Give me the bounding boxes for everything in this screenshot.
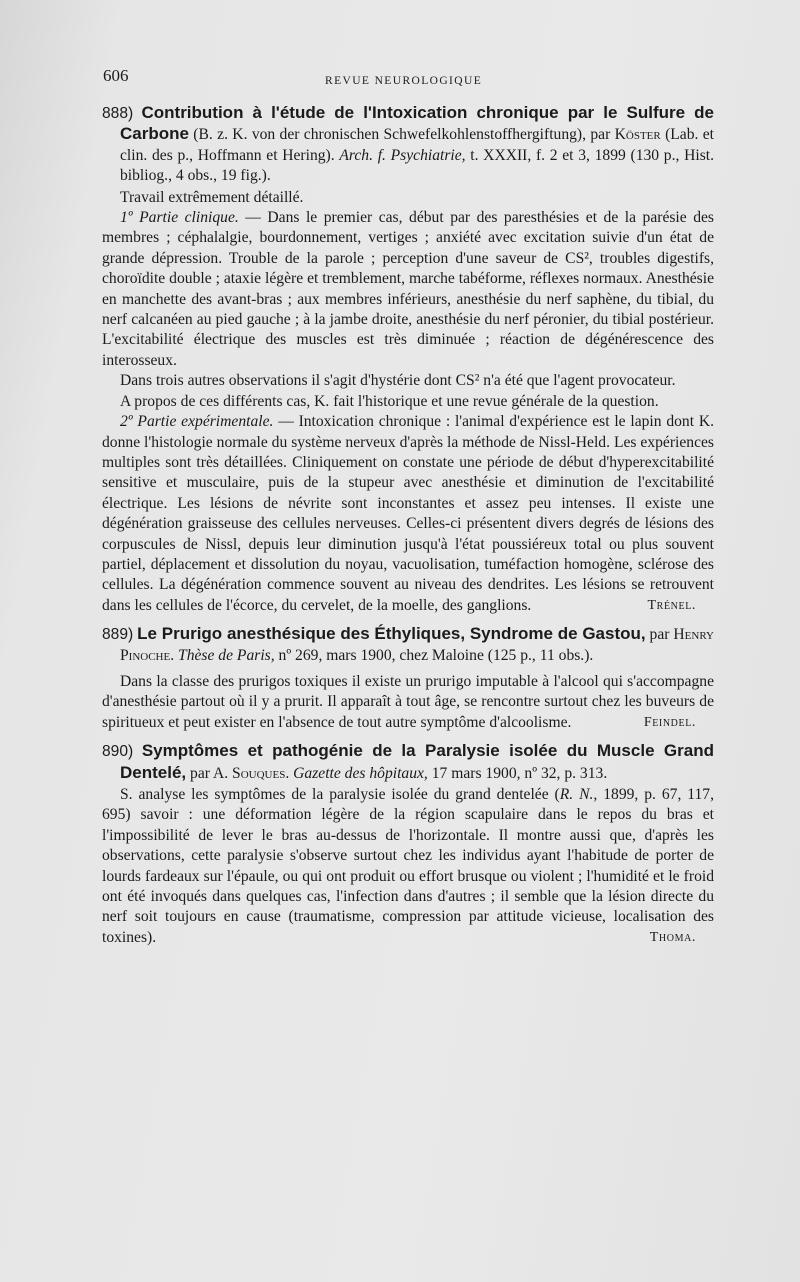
citation-part: par [645,626,674,644]
citation-part: 17 mars 1900, nº 32, p. 313. [427,764,608,782]
entry-title: Le Prurigo anesthésique des Éthyliques, Syndrome de Gastou, [137,624,646,644]
paragraph: Dans trois autres observations il s'agit d'hystérie dont CS² n'a été que l'agent provocateur. [120,372,676,390]
entry-heading [102,624,714,666]
abstract-888 [102,103,714,616]
signature: Thoma. [649,929,696,945]
entry-title: Symptômes et pathogénie de la Paralysie isolée du Muscle Grand Dentelé, [120,741,714,782]
reference: R. N., [559,786,598,803]
author-name: Köster [614,126,661,144]
entry-title: Contribution à l'étude de l'Intoxication chronique par le Sulfure de Carbone [120,103,714,144]
journal-name: Arch. f. Psychiatrie, [339,146,466,164]
citation-part: (Lab. et clin. des p., Hoffmann et Hering). [120,126,715,164]
entry-heading [102,103,714,187]
journal-name: Thèse de Paris, [178,646,275,664]
page-number: 606 [103,66,129,85]
citation-part: par A. [186,764,233,782]
citation-part: . [170,646,179,664]
entry-number: 889) [102,626,134,644]
signature: Trénel. [647,597,696,613]
page-body [102,103,714,948]
citation-part: (B. z. K. von der chronischen Schwefelkohlenstoffhergiftung), par [188,126,615,144]
entry-number: 888) [102,105,134,122]
journal-name: Gazette des hôpitaux, [293,764,428,782]
signature: Feindel. [643,714,696,730]
running-title: REVUE NEUROLOGIQUE [325,75,483,87]
paragraph-text: — Intoxication chronique : l'animal d'expérience est le lapin dont K. donne l'histologie normale du système nerveux d'après la méthode de Nissl-Held. Les expériences multiples sont très détaillées. Cliniquement on constate une période de début d'hyperexcitabilité sensitive et musculaire, puis de la stupeur avec anesthésie et diminution de l'excitabilité électrique. Les lésions de névrite sont inconstantes et assez peu intenses. Il existe une dégénération graisseuse des cellules nerveuses. Celles-ci présentent divers degrés de lésions des corpuscules de Nissl, depuis leur diminution jusqu'à l'état poussiéreux total ou plus souvent partiel, déplacement et dissolution du noyau, vacuolisation, tuméfaction homogène, sclérose des cellules. La dégénération commence souvent au niveau des dendrites. Les lésions se retrouvent dans les cellules de l'écorce, du cervelet, de la moelle, des ganglions. [102,413,714,614]
paragraph [102,672,714,733]
citation-part: t. XXXII, f. 2 et 3, 1899 (130 p., Hist. bibliog., 4 obs., 19 fig.). [120,146,714,185]
citation-part: . [285,764,294,782]
author-name: Henry Pinoche [120,626,714,664]
paragraph-text: Dans la classe des prurigos toxiques il existe un prurigo imputable à l'alcool qui s'accompagne d'anesthésie partout où il y a prurit. Il apparaît à tout âge, se rencontre surtout chez les buveurs de spiritueux et peut exister en l'absence de tout autre symptôme d'alcoolisme. [102,672,714,731]
page-header [103,66,703,96]
section-label: 2º Partie expérimentale. [120,413,274,431]
paragraph-text: 1899, p. 67, 117, 695) savoir : une déformation légère de la région scapulaire dans le repos du bras et l'impossibilité de lever le bras au-dessus de l'horizontale. Il montre aussi que, d'après les observations, cette paralysie s'observe surtout chez les individus ayant l'habitude de porter de lourds fardeaux sur l'épaule, ou qui ont produit ou effort brusque ou violent ; l'humidité et le froid ont été invoqués dans quelques cas, l'infection dans d'autres ; il semble que la lésion directe du nerf soit toujours en cause (traumatisme, compression par attitude vicieuse, localisation des toxines). [102,786,715,946]
author-name: Souques [232,764,286,782]
abstract-890 [102,741,714,948]
paragraph [102,785,714,948]
paragraph: A propos de ces différents cas, K. fait l'historique et une revue générale de la question. [120,392,659,410]
entry-number: 890) [102,743,134,761]
paragraph-text: — Dans le premier cas, début par des paresthésies et de la parésie des membres ; céphalalgie, bourdonnement, vertiges ; anxiété avec excitation suivie d'un état de grande dépression. Trouble de la parole ; perception d'une saveur de CS², troubles digestifs, choroïdite double ; ataxie légère et tremblement, marche tabéforme, réflexes normaux. Anesthésie en manchette des avant-bras ; aux membres inférieurs, anesthésie du nerf saphène, du tibial, du nerf calcanéen au pied gauche ; à la jambe droite, anesthésie du nerf péronier, du tibial postérieur. L'excitabilité électrique des muscles est très diminuée ; réaction de dégénérescence des interosseux. [102,209,714,369]
paragraph [102,208,714,371]
abstract-889 [102,624,714,733]
paragraph [102,412,714,616]
section-label: 1º Partie clinique. [120,209,239,227]
citation-part: nº 269, mars 1900, chez Maloine (125 p., 11 obs.). [274,646,594,664]
paragraph: Travail extrêmement détaillé. [120,188,304,206]
paragraph-text: S. analyse les symptômes de la paralysie isolée du grand dentelée ( [120,786,560,803]
entry-heading [102,741,714,784]
